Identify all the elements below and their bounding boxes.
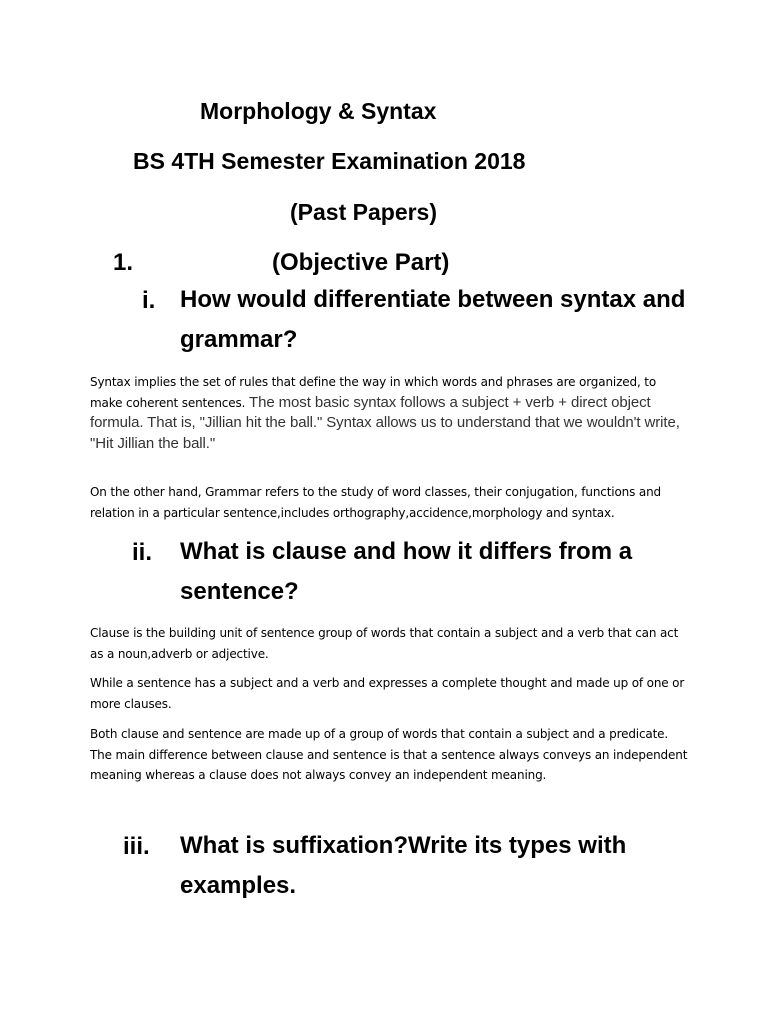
question-heading: What is suffixation?Write its types with examples. [180,832,627,899]
document-title: Morphology & Syntax [200,98,437,124]
answer-paragraph: On the other hand, Grammar refers to the study of word classes, their conjugation, functions and relation in a particular sentence,includes orthography,accidence,morphology and syntax. [90,485,662,520]
answer-paragraph: Clause is the building unit of sentence group of words that contain a subject and a verb that can act as a noun,adverb or adjective. [90,626,679,661]
question-heading: How would differentiate between syntax and grammar? [180,286,686,353]
part-label: (Objective Part) [272,249,450,276]
part-number: 1. [113,249,134,276]
question-number: i. [142,287,156,314]
answer-paragraph [90,372,690,454]
past-papers-note: (Past Papers) [290,199,438,225]
question-number: ii. [132,539,153,566]
answer-paragraph: Both clause and sentence are made up of a group of words that contain a subject and a predicate. The main difference between clause and sentence is that a sentence always conveys an independent meaning whereas a clause does not always convey an independent meaning. [90,727,688,782]
exam-subtitle: BS 4TH Semester Examination 2018 [133,148,526,174]
answer-text: Syntax implies the set of rules that define the way in which words and phrases are organized, to make coherent sentences. [90,375,657,410]
question-number: iii. [123,833,150,860]
answer-paragraph: While a sentence has a subject and a verb and expresses a complete thought and made up of one or more clauses. [90,676,685,711]
question-heading: What is clause and how it differs from a sentence? [180,538,633,605]
answer-text-alt-font: The most basic syntax follows a subject + verb + direct object formula. That is, "Jillian hit the ball." Syntax allows us to understand that we wouldn't write, "Hit Jillian the ball." [90,393,680,452]
